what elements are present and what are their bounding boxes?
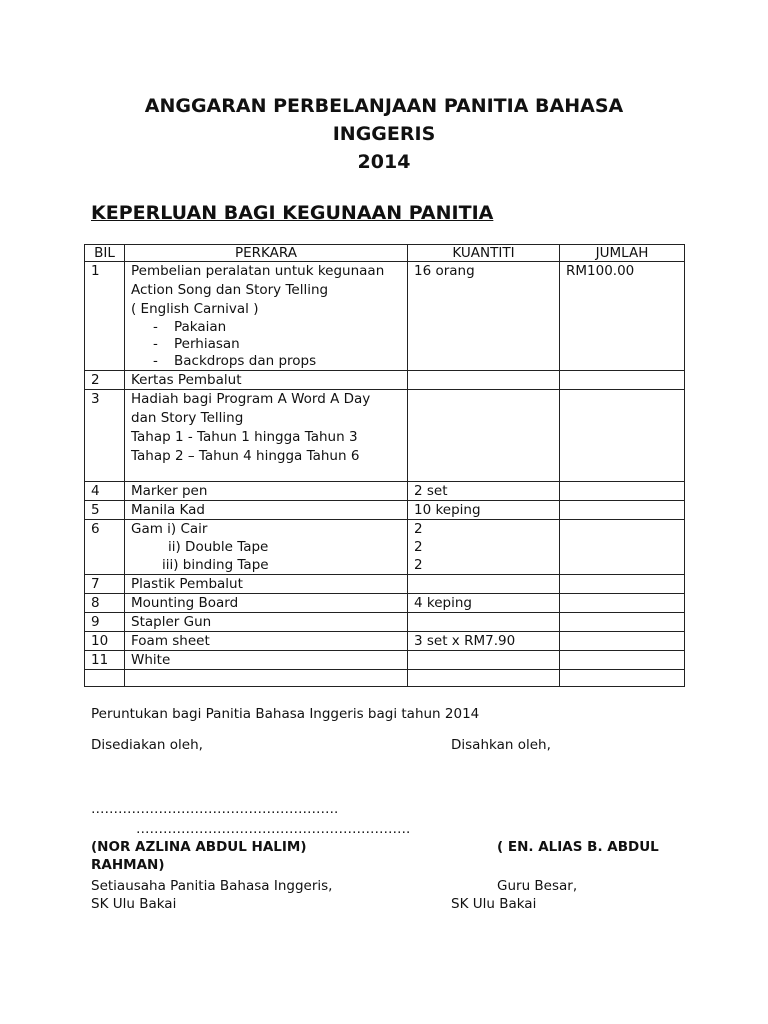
section-heading: KEPERLUAN BAGI KEGUNAAN PANITIA [91, 202, 494, 224]
cell-kuantiti [408, 520, 560, 575]
table-row [85, 482, 685, 501]
perkara-line: Tahap 1 - Tahun 1 hingga Tahun 3 [131, 429, 358, 445]
cell-empty [85, 670, 125, 687]
header-bil: BIL [85, 245, 125, 262]
cell-perkara: Manila Kad [125, 501, 408, 520]
cell-bil: 2 [85, 371, 125, 390]
perkara-line: iii) binding Tape [162, 557, 269, 573]
budget-table [84, 244, 685, 687]
table-row-empty [85, 670, 685, 687]
cell-jumlah: RM100.00 [560, 262, 685, 371]
kuantiti-line: 2 [414, 521, 423, 537]
cell-kuantiti [408, 371, 560, 390]
approved-by-label: Disahkan oleh, [451, 737, 551, 753]
table-row [85, 371, 685, 390]
cell-bil: 9 [85, 613, 125, 632]
cell-perkara: Plastik Pembalut [125, 575, 408, 594]
cell-jumlah [560, 594, 685, 613]
cell-jumlah [560, 482, 685, 501]
approver-name-line2: RAHMAN) [91, 857, 165, 873]
table-row [85, 575, 685, 594]
signature-line-left: ………………………………………………. [91, 801, 339, 817]
sub-item: - Backdrops dan props [153, 353, 401, 370]
cell-perkara [125, 390, 408, 482]
cell-kuantiti: 16 orang [408, 262, 560, 371]
cell-bil: 10 [85, 632, 125, 651]
cell-jumlah [560, 371, 685, 390]
table-row [85, 520, 685, 575]
kuantiti-line: 2 [414, 539, 423, 555]
perkara-line: ii) Double Tape [168, 539, 269, 555]
approver-school: SK Ulu Bakai [451, 896, 537, 912]
cell-kuantiti [408, 651, 560, 670]
cell-perkara [125, 520, 408, 575]
cell-kuantiti: 4 keping [408, 594, 560, 613]
cell-empty [560, 670, 685, 687]
perkara-line: ( English Carnival ) [131, 301, 259, 317]
table-row [85, 632, 685, 651]
cell-kuantiti [408, 575, 560, 594]
header-kuantiti: KUANTITI [408, 245, 560, 262]
cell-jumlah [560, 575, 685, 594]
table-row [85, 262, 685, 371]
cell-perkara: Stapler Gun [125, 613, 408, 632]
cell-kuantiti: 2 set [408, 482, 560, 501]
document-title [0, 92, 768, 176]
cell-bil: 8 [85, 594, 125, 613]
header-jumlah: JUMLAH [560, 245, 685, 262]
cell-perkara [125, 262, 408, 371]
approver-title: Guru Besar, [497, 878, 578, 894]
perkara-line: Hadiah bagi Program A Word A Day [131, 391, 371, 407]
title-line-2: INGGERIS [332, 123, 436, 145]
cell-perkara: Marker pen [125, 482, 408, 501]
cell-jumlah [560, 651, 685, 670]
perkara-line: Pembelian peralatan untuk kegunaan [131, 263, 385, 279]
table-header-row [85, 245, 685, 262]
cell-bil: 7 [85, 575, 125, 594]
table-row [85, 613, 685, 632]
preparer-school: SK Ulu Bakai [91, 896, 177, 912]
sub-item: - Perhiasan [153, 336, 401, 353]
cell-jumlah [560, 613, 685, 632]
cell-jumlah [560, 520, 685, 575]
kuantiti-line: 2 [414, 557, 423, 573]
cell-bil: 11 [85, 651, 125, 670]
cell-jumlah [560, 501, 685, 520]
cell-jumlah [560, 390, 685, 482]
signature-line-right: ……………………………………………………. [136, 821, 411, 837]
table-row [85, 501, 685, 520]
cell-perkara: Mounting Board [125, 594, 408, 613]
cell-bil: 4 [85, 482, 125, 501]
cell-perkara: White [125, 651, 408, 670]
cell-empty [408, 670, 560, 687]
cell-kuantiti [408, 390, 560, 482]
sub-item: - Pakaian [153, 319, 401, 336]
title-line-3: 2014 [357, 151, 411, 173]
perkara-line: dan Story Telling [131, 410, 244, 426]
table-row [85, 651, 685, 670]
cell-jumlah [560, 632, 685, 651]
preparer-title: Setiausaha Panitia Bahasa Inggeris, [91, 878, 333, 894]
perkara-line: Tahap 2 – Tahun 4 hingga Tahun 6 [131, 448, 360, 464]
cell-bil: 3 [85, 390, 125, 482]
table-row [85, 390, 685, 482]
cell-kuantiti [408, 613, 560, 632]
cell-perkara: Kertas Pembalut [125, 371, 408, 390]
table-row [85, 594, 685, 613]
cell-bil: 5 [85, 501, 125, 520]
header-perkara: PERKARA [125, 245, 408, 262]
perkara-line: Action Song dan Story Telling [131, 282, 329, 298]
cell-bil: 6 [85, 520, 125, 575]
prepared-by-label: Disediakan oleh, [91, 737, 203, 753]
sub-item-list [131, 319, 401, 370]
perkara-line: Gam i) Cair [131, 521, 208, 537]
title-line-1: ANGGARAN PERBELANJAAN PANITIA BAHASA [144, 95, 624, 117]
cell-bil: 1 [85, 262, 125, 371]
cell-perkara: Foam sheet [125, 632, 408, 651]
preparer-name: (NOR AZLINA ABDUL HALIM) [91, 839, 307, 855]
cell-kuantiti: 10 keping [408, 501, 560, 520]
cell-kuantiti: 3 set x RM7.90 [408, 632, 560, 651]
approver-name-line1: ( EN. ALIAS B. ABDUL [497, 839, 659, 855]
allocation-text: Peruntukan bagi Panitia Bahasa Inggeris bagi tahun 2014 [91, 706, 480, 722]
cell-empty [125, 670, 408, 687]
